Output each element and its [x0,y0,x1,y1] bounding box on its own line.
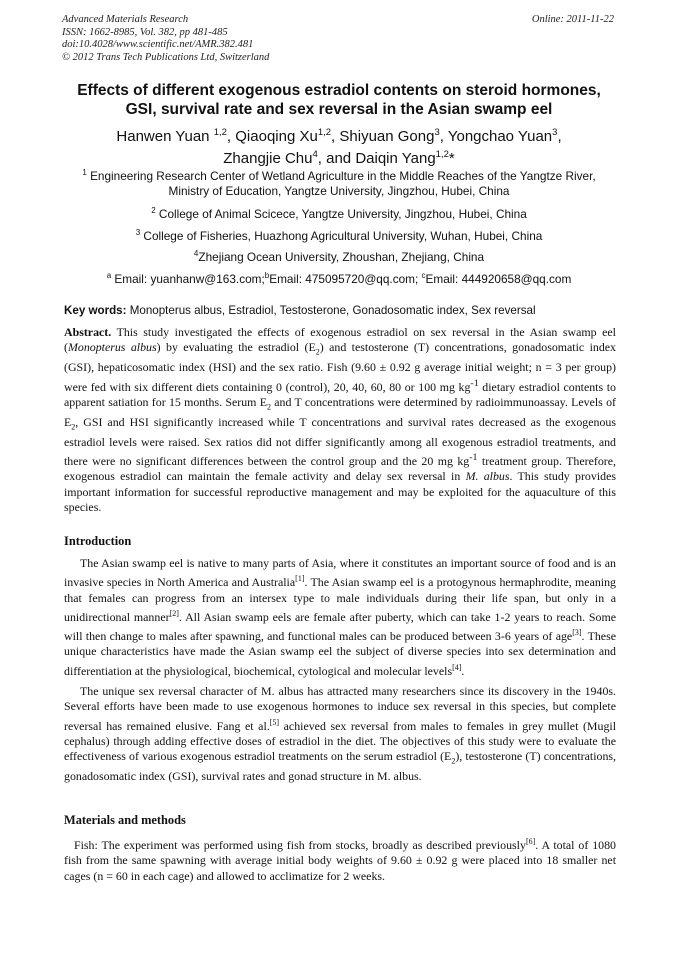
abstract-text: ) by evaluating the estradiol (E [156,340,316,355]
online-date: Online: 2011-11-22 [531,14,614,25]
introduction-heading: Introduction [64,534,132,548]
subscript: 2 [71,422,76,432]
subscript: 2 [266,402,271,412]
abstract-text: This study investigated the effects of exogenous estradiol on sex reversal in the Asian swamp eel ( [64,325,616,355]
methods-heading: Materials and methods [64,813,186,827]
affiliation-number: 3 [135,228,141,237]
keywords-text: Monopterus albus, Estradiol, Testosterone, Gonadosomatic index, Sex reversal [129,304,536,317]
paragraph-text: . [461,663,465,678]
affiliation-text: College of Fisheries, Huazhong Agricultural University, Wuhan, Hubei, China [143,228,543,243]
affiliation-number: 2 [151,206,156,215]
email-sup: b [264,271,270,280]
paragraph-text: achieved sex reversal from males to females in grey mullet (Mugil cephalus) through adding effective doses of estradiol in the diet. The objectives of this study were to evaluate the effectiveness of various exogenous estradiol treatments on the serum estradiol (E [64,718,616,764]
abstract-text: ) and testosterone (T) concentrations, gonadosomatic index (GSI), hepaticosomatic index (HSI) and the sex ratio. Fish (9.60 ± 0.92 g average initial weight; n = 3 per group) were fed with six different diets containing 0 (control), 20, 40, 60, 80 or 100 mg kg [64,340,616,394]
keywords-label: Key words: [64,304,127,317]
citation-ref[interactable]: [2] [169,608,179,618]
abstract-text: and T concentrations were determined by radioimmunoassay. Levels of E [64,394,616,429]
paragraph-text: The unique sex reversal character of M. albus has attracted many researchers since its discovery in the 1940s. Several efforts have been made to use exogenous hormones to induce sex reversal in this species, but complete reversal has remained elusive. Fang et al. [64,684,616,733]
affiliation-text: Engineering Research Center of Wetland Agriculture in the Middle Reaches of the Yangtze River, [90,168,596,183]
affiliation-4 [52,246,626,265]
author-name: Daiqin Yang [355,150,436,167]
affiliation-2 [52,203,626,222]
citation-ref[interactable]: [4] [452,662,462,672]
superscript: -1 [469,451,478,463]
superscript: -1 [470,377,479,389]
affiliation-3 [52,225,626,244]
paragraph-text: Fish: The experiment was performed using fish from stocks, broadly as described previously [74,837,526,852]
email-sup: a [106,271,112,280]
subscript: 2 [451,756,456,766]
introduction-paragraph-1 [64,556,616,679]
copyright-line: © 2012 Trans Tech Publications Ltd, Switzerland [62,51,270,63]
affiliation-1-line-1 [52,165,626,184]
abstract-text: treatment group. Therefore, exogenous estradiol can maintain the female activity and delay sex reversal in [64,453,616,484]
journal-header [62,14,614,64]
journal-name: Advanced Materials Research [62,14,189,25]
author-affil-sup: 3 [434,127,440,138]
paper-title [40,81,638,119]
email-c[interactable]: Email: 444920658@qq.com [425,271,572,286]
author-affil-sup: 4 [312,149,318,160]
author-name: Shiyuan Gong [339,128,435,145]
title-line-2: GSI, survival rate and sex reversal in the Asian swamp eel [125,101,553,118]
author-affil-sup: 1,2 [435,149,449,160]
author-and: and [326,150,352,167]
email-a[interactable]: Email: yuanhanw@163.com; [114,271,265,286]
affiliation-text: Zhejiang Ocean University, Zhoushan, Zhejiang, China [198,249,485,264]
issn-line: ISSN: 1662-8985, Vol. 382, pp 481-485 [62,26,228,38]
paragraph-text: . These unique characteristics have made the Asian swamp eel the subject of diverse species into sex determination and differentiation at the physiological, biochemical, cytological and molecular levels [64,629,616,678]
paragraph-text: . The Asian swamp eel is a protogynous hermaphrodite, meaning that females can progress from an intersex type to male individuals during their life span, but only in a unidirectional manner [64,575,616,624]
author-name: Hanwen Yuan [116,128,210,145]
introduction-paragraph-2 [64,684,616,784]
abstract-label: Abstract. [64,325,112,339]
author-list [40,124,638,168]
email-sup: c [421,271,426,280]
author-affil-sup: 1,2 [317,127,332,138]
affiliation-number: 4 [193,249,199,258]
paragraph-text: . All Asian swamp eels are female after puberty, which can take 1-2 years to reach. Some will then change to males after spawning, and functional males can be produced between 3-6 years of age [64,609,616,644]
email-line [52,268,626,287]
corresponding-star: * [448,150,455,167]
affiliation-1 [52,165,626,200]
keywords [64,304,616,317]
email-b[interactable]: Email: 475095720@qq.com; [269,271,419,286]
author-name: Yongchao Yuan [447,128,553,145]
doi-line: doi:10.4028/www.scientific.net/AMR.382.481 [62,39,254,50]
citation-ref[interactable]: [3] [572,628,582,638]
subscript: 2 [315,347,320,357]
methods-paragraph-1 [64,834,616,884]
abstract [64,325,616,516]
species-name: M. albus [465,469,510,484]
author-affil-sup: 1,2 [213,127,227,138]
title-line-1: Effects of different exogenous estradiol contents on steroid hormones, [77,82,601,99]
paragraph-text: ), testosterone (T) concentrations, gonadosomatic index (GSI), survival rates and gonad structure in M. albus. [64,749,617,783]
species-name: Monopterus albus [67,340,157,355]
affiliation-text: College of Animal Scicece, Yangtze University, Jingzhou, Hubei, China [158,206,527,221]
authors-line-1: Hanwen Yuan $^{1,2}$, Qiaoqing Xu$^{1,2}$, Shiyuan Gong$^3$, Yongchao Yuan$^3$, [116,127,562,145]
citation-ref[interactable]: [6] [525,837,536,846]
author-name: Zhangjie Chu [223,150,313,167]
author-name: Qiaoqing Xu [235,128,318,145]
affiliation-1-line-2: Ministry of Education, Yangtze University, Jingzhou, Hubei, China [168,184,510,199]
paragraph-text: The Asian swamp eel is native to many parts of Asia, where it constitutes an important source of food and is an invasive species in North America and Australia [64,556,616,590]
abstract-text: dietary estradiol contents to apparent satiation for 15 months. Serum E [64,379,616,409]
abstract-text: , GSI and HSI significantly increased while T concentrations and survival rates decreased as the exogenous estradiol levels were raised. Sex ratios did not differ significantly among all exogenous estradiol treatments, and there were no significant differences between the control group and the 20 mg kg [64,414,616,468]
citation-ref[interactable]: [5] [269,717,280,727]
affiliation-number: 1 [82,168,87,177]
author-affil-sup: 3 [552,127,558,138]
citation-ref[interactable]: [1] [295,574,305,584]
paragraph-text: . A total of 1080 fish from the same spawning with average initial body weights of 9.60 ± 0.92 g were placed into 18 smaller net cages (n = 60 in each cage) and allowed to acclimatize for 2 weeks. [64,837,616,883]
abstract-text: . This study provides important information for successful reproductive management and may be exploited for the aquaculture of this species. [64,469,616,515]
authors-line-2: Zhangjie Chu$^4$, and Daiqin Yang$^{1,2}$* [223,149,455,167]
